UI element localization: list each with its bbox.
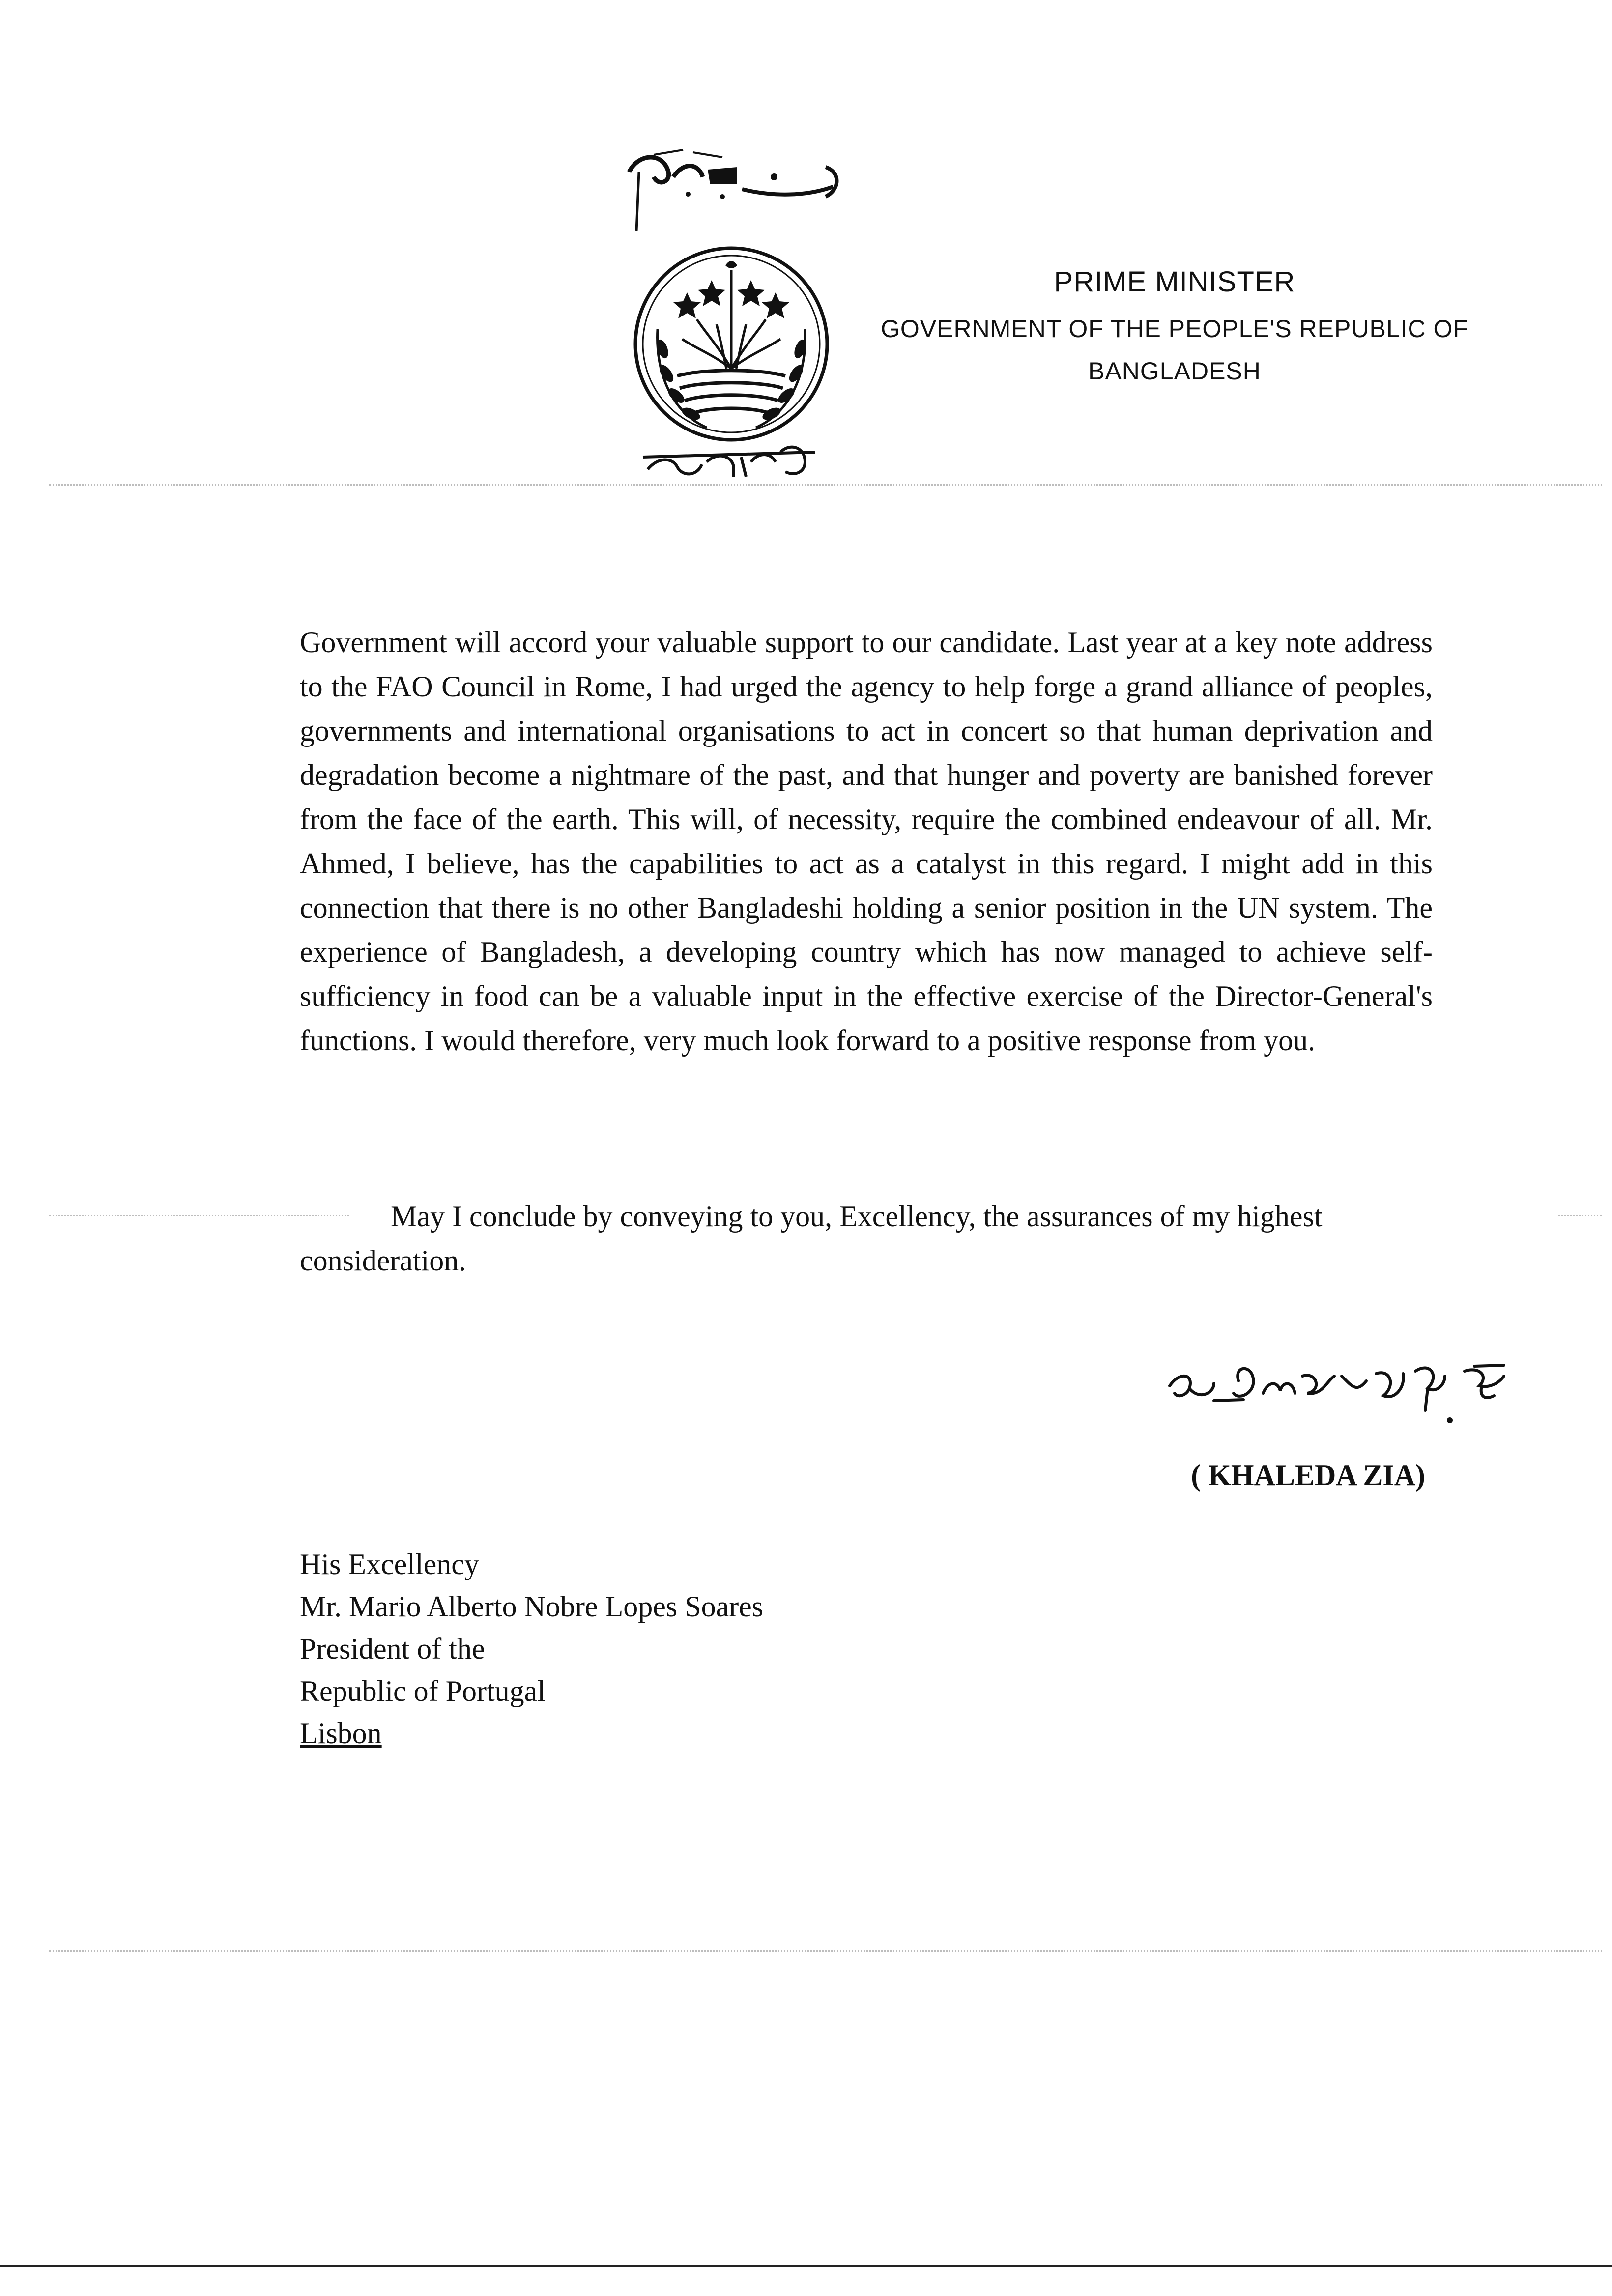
bottom-rule bbox=[0, 2265, 1612, 2267]
scan-dotted-line-middle-right bbox=[1558, 1215, 1602, 1216]
letterhead-country-line: BANGLADESH bbox=[1088, 357, 1261, 385]
addressee-country: Republic of Portugal bbox=[300, 1675, 546, 1707]
letter-body-paragraph: Government will accord your valuable support to our candidate. Last year at a key note address to the FAO Council in Rome, I had urged the agency to help forge a grand alliance of peoples, governments and international organisations to act in concert so that human deprivation and degradation become a nightmare of the past, and that hunger and poverty are banished forever from the face of the earth. This will, of necessity, require the combined endeavour of all. Mr. Ahmed, I believe, has the capabilities to act as a catalyst in this regard. I might add in this connection that there is no other Bangladeshi holding a senior position in the UN system. The experience of Bangladesh, a developing country which has now managed to achieve self-sufficiency in food can be a valuable input in the effective exercise of the Director-General's functions. I would therefore, very much look forward to a positive response from you. bbox=[300, 626, 1433, 1057]
addressee-name: Mr. Mario Alberto Nobre Lopes Soares bbox=[300, 1590, 764, 1623]
closing-paragraph: May I conclude by conveying to you, Excellency, the assurances of my highest consideration. bbox=[300, 1200, 1323, 1277]
addressee-title: President of the bbox=[300, 1633, 485, 1665]
scan-dotted-line-top bbox=[49, 484, 1602, 486]
addressee-city: Lisbon bbox=[300, 1717, 382, 1750]
national-emblem-seal bbox=[628, 246, 835, 491]
scan-dotted-line-lower bbox=[49, 1950, 1602, 1952]
calligraphy-mark bbox=[609, 143, 855, 236]
handwritten-signature bbox=[1160, 1347, 1524, 1440]
letterhead-government-line: GOVERNMENT OF THE PEOPLE'S REPUBLIC OF bbox=[881, 315, 1468, 343]
addressee-block bbox=[300, 1543, 763, 1754]
addressee-salutation: His Excellency bbox=[300, 1548, 479, 1580]
signer-name: ( KHALEDA ZIA) bbox=[1191, 1459, 1425, 1492]
letterhead-title: PRIME MINISTER bbox=[1054, 266, 1295, 298]
